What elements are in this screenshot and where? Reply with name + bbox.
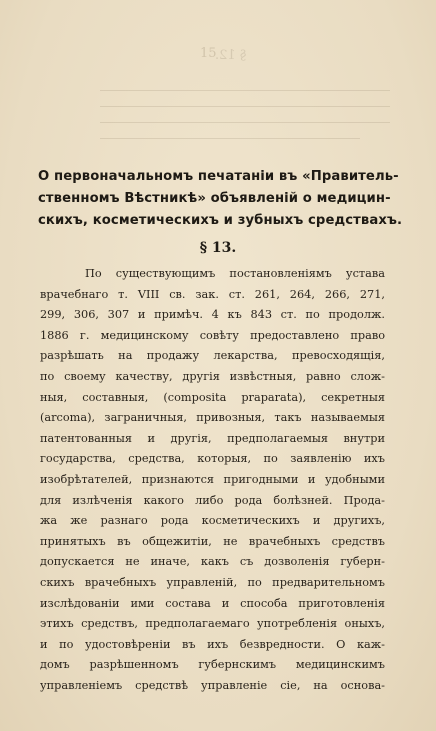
text-line: жа же разнаго рода косметическихъ и другихъ, <box>40 514 385 528</box>
bleed-through-line <box>100 90 390 91</box>
text-line: для излѣченія какого либо рода болѣзней. Прода- <box>40 493 385 507</box>
text-line: этихъ средствъ, предполагаемаго употребленія оныхъ, <box>40 617 385 631</box>
text-line: патентованныя и другія, предполагаемыя внутри <box>40 431 385 445</box>
body-paragraph <box>40 264 385 696</box>
title-line: скихъ, косметическихъ и зубныхъ средствахъ. <box>38 213 403 228</box>
text-line: изслѣдованіи ими состава и способа приготовленія <box>40 596 385 610</box>
text-line: принятыхъ въ общежитіи, не врачебныхъ средствъ <box>40 534 385 548</box>
text-line: врачебнаго т. VIII св. зак. ст. 261, 264, 266, 271, <box>40 287 385 301</box>
text-line: По существующимъ постановленіямъ устава <box>85 267 385 280</box>
bleed-through-line <box>100 122 390 123</box>
text-line: 299, 306, 307 и примѣч. 4 къ 843 ст. по продолж. <box>40 308 385 322</box>
page-number: 15 <box>200 46 217 61</box>
text-line: 1886 г. медицинскому совѣту предоставлено право <box>40 328 385 342</box>
bleed-through-section: § 12. <box>215 48 247 63</box>
bleed-through-line <box>100 138 360 139</box>
text-line: скихъ врачебныхъ управленій, по предварительномъ <box>40 575 385 589</box>
bleed-through-text <box>60 40 390 150</box>
page-title <box>38 166 403 232</box>
title-line: ственномъ Вѣстникѣ» объявленій о медицин- <box>38 191 391 206</box>
text-line: управленіемъ средствѣ управленіе сіе, на основа- <box>40 678 385 692</box>
text-line: (arcoma), заграничныя, привозныя, такъ называемыя <box>40 411 385 425</box>
title-line: О первоначальномъ печатаніи въ «Правитель- <box>38 169 399 184</box>
text-line: по своему качеству, другія извѣстныя, равно слож- <box>40 369 385 383</box>
bleed-through-line <box>100 106 390 107</box>
text-line: домъ разрѣшенномъ губернскимъ медицинскимъ <box>40 658 385 672</box>
text-line: и по удостовѣреніи въ ихъ безвредности. О каж- <box>40 637 385 651</box>
text-line: государства, средства, которыя, по заявленію ихъ <box>40 452 385 466</box>
text-line: изобрѣтателей, признаются пригодными и удобными <box>40 472 385 486</box>
text-line: допускается не иначе, какъ съ дозволенія губерн- <box>40 555 385 569</box>
section-heading: § 13. <box>199 240 237 256</box>
text-line: ныя, составныя, (composita praparata), секретныя <box>40 390 385 404</box>
text-line: разрѣшать на продажу лекарства, превосходящія, <box>40 349 385 363</box>
